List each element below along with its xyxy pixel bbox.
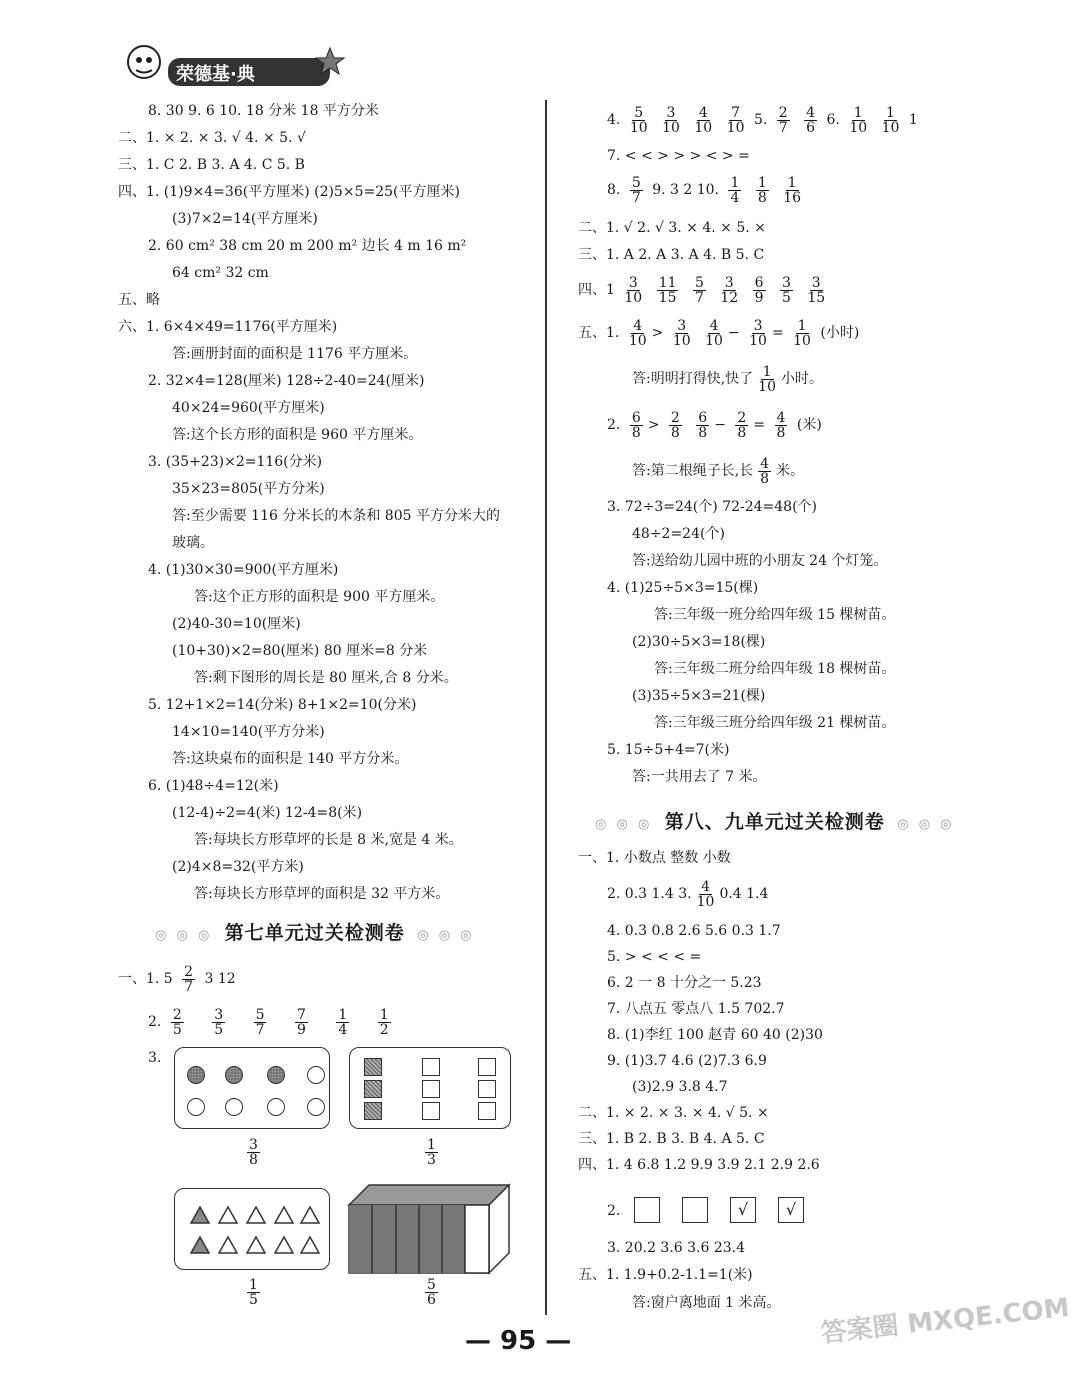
answer-line: 4. (1)25÷5×3=15(棵) [607, 580, 759, 596]
answer-line: 2. $\frac{2}{5}$ $\frac{3}{5}$ $\frac{5}{7}$ $\frac{7}{9}$ $\frac{1}{4}$ $\frac{1}{2}$ [148, 1006, 389, 1038]
checkbox-answer [634, 1197, 660, 1223]
answer-line: 5. 12+1×2=14(分米) 8+1×2=10(分米) [148, 697, 417, 713]
decor-dots-icon: ◎ ◎ ◎ [897, 817, 955, 832]
fraction: $\frac{7}{9}$ [296, 1006, 306, 1038]
answer-line: 6. (1)48÷4=12(米) [148, 778, 279, 794]
answer-line: 四、1. 4 6.8 1.2 9.9 3.9 2.1 2.9 2.6 [578, 1157, 820, 1173]
circles-figure [174, 1047, 330, 1129]
checkbox-answer: √ [778, 1197, 804, 1223]
column-divider [545, 100, 547, 1315]
answer-line: 五、1. $\frac{4}{10}$ > $\frac{3}{10}$ $\frac{4}{10}$ − $\frac{3}{10}$ = $\frac{1}{10}$ (小时) [578, 317, 860, 349]
answer-line: 五、1. 1.9+0.2-1.1=1(米) [578, 1267, 753, 1283]
square [422, 1080, 440, 1098]
answer-line: 六、1. 6×4×49=1176(平方厘米) [118, 319, 338, 335]
circle [187, 1098, 205, 1116]
square [478, 1080, 496, 1098]
square [478, 1058, 496, 1076]
answer-line: 5. > < < < = [607, 949, 702, 965]
answer-line: 7. < < > > > < > = [607, 148, 750, 164]
fraction: $\frac{1}{2}$ [379, 1006, 389, 1038]
fraction: $\frac{3}{5}$ [214, 1006, 224, 1038]
shaded-circle [225, 1066, 243, 1084]
answer-line: 五、略 [118, 292, 160, 308]
answer-line: 答:三年级二班分给四年级 18 棵树苗。 [654, 661, 896, 677]
checkbox-answer [682, 1197, 708, 1223]
answer-line: 2. 32×4=128(厘米) 128÷2-40=24(厘米) [148, 373, 425, 389]
answer-line: 2. [607, 1203, 621, 1219]
answer-line: 答:送给幼儿园中班的小朋友 24 个灯笼。 [632, 553, 888, 569]
square [422, 1102, 440, 1120]
answer-line: (12-4)÷2=4(米) 12-4=8(米) [172, 805, 363, 821]
circle [267, 1098, 285, 1116]
answer-line: 答:第二根绳子长,长 $\frac{4}{8}$ 米。 [632, 455, 805, 487]
answer-line: 三、1. B 2. B 3. B 4. A 5. C [578, 1131, 765, 1147]
figure-fraction: $\frac{5}{6}$ [427, 1277, 436, 1308]
answer-line: 答:这块桌布的面积是 140 平方分米。 [172, 751, 409, 767]
answer-line: 答:这个正方形的面积是 900 平方厘米。 [194, 589, 445, 605]
answer-line: 8. (1)李红 100 赵青 60 40 (2)30 [607, 1027, 823, 1043]
answer-line: (2)40-30=10(厘米) [172, 616, 301, 632]
answer-line: 6. 2 一 8 十分之一 5.23 [607, 975, 762, 991]
answer-line: 9. (1)3.7 4.6 (2)7.3 6.9 [607, 1053, 767, 1069]
block-icon [347, 1183, 512, 1275]
answer-line: 40×24=960(平方厘米) [172, 400, 325, 416]
answer-line: 答:剩下图形的周长是 80 厘米,合 8 分米。 [194, 670, 458, 686]
fraction: $\frac{1}{4}$ [338, 1006, 348, 1038]
answer-line: 2. 0.3 1.4 3. $\frac{4}{10}$ 0.4 1.4 [607, 878, 769, 910]
answer-line: 二、1. √ 2. √ 3. × 4. × 5. × [578, 220, 766, 236]
fraction: $\frac{2}{5}$ [172, 1006, 182, 1038]
answer-line: 四、1 $\frac{3}{10}$ $\frac{11}{15}$ $\frac{5}{7}$ $\frac{3}{12}$ $\frac{6}{9}$ $\frac{3}{5}$ $\frac{3}{15}$ [578, 274, 826, 306]
circle [225, 1098, 243, 1116]
brand-logo [112, 40, 344, 92]
answer-line: 8. 30 9. 6 10. 18 分米 18 平方分米 [148, 103, 379, 119]
answer-line: 玻璃。 [172, 535, 214, 551]
answer-line: 二、1. × 2. × 3. × 4. √ 5. × [578, 1105, 769, 1121]
answer-line: 35×23=805(平方分米) [172, 481, 325, 497]
answer-line: 答:明明打得快,快了 $\frac{1}{10}$ 小时。 [632, 363, 823, 395]
answer-line: 三、1. A 2. A 3. A 4. B 5. C [578, 247, 765, 263]
answer-line: 14×10=140(平方分米) [172, 724, 325, 740]
answer-line: 四、1. (1)9×4=36(平方厘米) (2)5×5=25(平方厘米) [118, 184, 460, 200]
answer-line: 答:画册封面的面积是 1176 平方厘米。 [172, 346, 418, 362]
answer-line: 答:三年级三班分给四年级 21 棵树苗。 [654, 715, 896, 731]
answer-line: 答:至少需要 116 分米长的木条和 805 平方分米大的 [172, 508, 500, 524]
section-title: 第八、九单元过关检测卷 [664, 811, 885, 833]
squares-figure [349, 1047, 511, 1129]
block-figure [347, 1183, 512, 1279]
square [422, 1058, 440, 1076]
answer-line: 答:三年级一班分给四年级 15 棵树苗。 [654, 607, 896, 623]
answer-line: 答:一共用去了 7 米。 [632, 769, 767, 785]
shaded-square [364, 1080, 382, 1098]
answer-line: 答:窗户离地面 1 米高。 [632, 1295, 781, 1311]
answer-line: (3)7×2=14(平方厘米) [172, 211, 318, 227]
answer-line: 8. $\frac{5}{7}$ 9. 3 2 10. $\frac{1}{4}$ $\frac{1}{8}$ $\frac{1}{16}$ [607, 174, 802, 206]
answer-line: (3)2.9 3.8 4.7 [632, 1079, 728, 1095]
answer-line: 答:这个长方形的面积是 960 平方厘米。 [172, 427, 423, 443]
circle [307, 1098, 325, 1116]
figure-fraction: $\frac{1}{3}$ [427, 1137, 436, 1168]
answer-line: (10+30)×2=80(厘米) 80 厘米=8 分米 [172, 643, 428, 659]
answer-line: 答:每块长方形草坪的面积是 32 平方米。 [194, 886, 450, 902]
watermark: 答案圈 MXQE.COM [819, 1293, 1071, 1349]
answer-line: 2. 60 cm² 38 cm 20 m 200 m² 边长 4 m 16 m² [148, 238, 467, 254]
shaded-circle [267, 1066, 285, 1084]
answer-line: 7. 八点五 零点八 1.5 702.7 [607, 1001, 785, 1017]
checkbox-answer: √ [730, 1197, 756, 1223]
square [478, 1102, 496, 1120]
shaded-circle [187, 1066, 205, 1084]
answer-line: (2)4×8=32(平方米) [172, 859, 304, 875]
answer-line: 2. $\frac{6}{8}$ > $\frac{2}{8}$ $\frac{6}{8}$ − $\frac{2}{8}$ = $\frac{4}{8}$ (米) [607, 409, 822, 441]
answer-line: 3. [148, 1050, 162, 1066]
answer-line: 答:每块长方形草坪的长是 8 米,宽是 4 米。 [194, 832, 463, 848]
answer-line: 二、1. × 2. × 3. √ 4. × 5. √ [118, 130, 306, 146]
shaded-square [364, 1102, 382, 1120]
fraction: $\frac{2}{7}$ [184, 963, 194, 995]
fraction: $\frac{5}{7}$ [255, 1006, 265, 1038]
answer-line: 4. $\frac{5}{10}$ $\frac{3}{10}$ $\frac{4}{10}$ $\frac{7}{10}$ 5. $\frac{2}{7}$ $\frac{4}{6}$ 6. $\frac{1}{10}$ $\frac{1}{10}$ 1 [607, 104, 918, 136]
decor-dots-icon: ◎ ◎ ◎ [595, 817, 653, 832]
answer-line: 64 cm² 32 cm [172, 265, 269, 281]
figure-fraction: $\frac{1}{5}$ [249, 1277, 258, 1308]
answer-line: 一、1. 5 $\frac{2}{7}$ 3 12 [118, 963, 236, 995]
answer-line: 3. (35+23)×2=116(分米) [148, 454, 323, 470]
section-title: 第七单元过关检测卷 [224, 922, 405, 944]
decor-dots-icon: ◎ ◎ ◎ [417, 928, 475, 943]
answer-line: 4. (1)30×30=900(平方厘米) [148, 562, 339, 578]
shaded-square [364, 1058, 382, 1076]
answer-line: 三、1. C 2. B 3. A 4. C 5. B [118, 157, 305, 173]
decor-dots-icon: ◎ ◎ ◎ [155, 928, 213, 943]
figure-fraction: $\frac{3}{8}$ [249, 1137, 258, 1168]
section-heading-unit89 [595, 807, 955, 834]
answer-line: (2)30÷5×3=18(棵) [632, 634, 766, 650]
answer-line: 3. 20.2 3.6 3.6 23.4 [607, 1240, 746, 1256]
answer-line: 4. 0.3 0.8 2.6 5.6 0.3 1.7 [607, 923, 781, 939]
brand-text: 荣德基·典 [176, 64, 255, 85]
triangles-figure [174, 1188, 330, 1270]
answer-line: 一、1. 小数点 整数 小数 [578, 850, 731, 866]
answer-line: 48÷2=24(个) [632, 526, 725, 542]
page-number: — 95 — [465, 1326, 572, 1356]
section-heading-unit7 [155, 918, 475, 945]
answer-line: 3. 72÷3=24(个) 72-24=48(个) [607, 499, 818, 515]
answer-line: (3)35÷5×3=21(棵) [632, 688, 766, 704]
circle [307, 1066, 325, 1084]
triangles-icon [175, 1189, 329, 1269]
answer-line: 5. 15÷5+4=7(米) [607, 742, 730, 758]
